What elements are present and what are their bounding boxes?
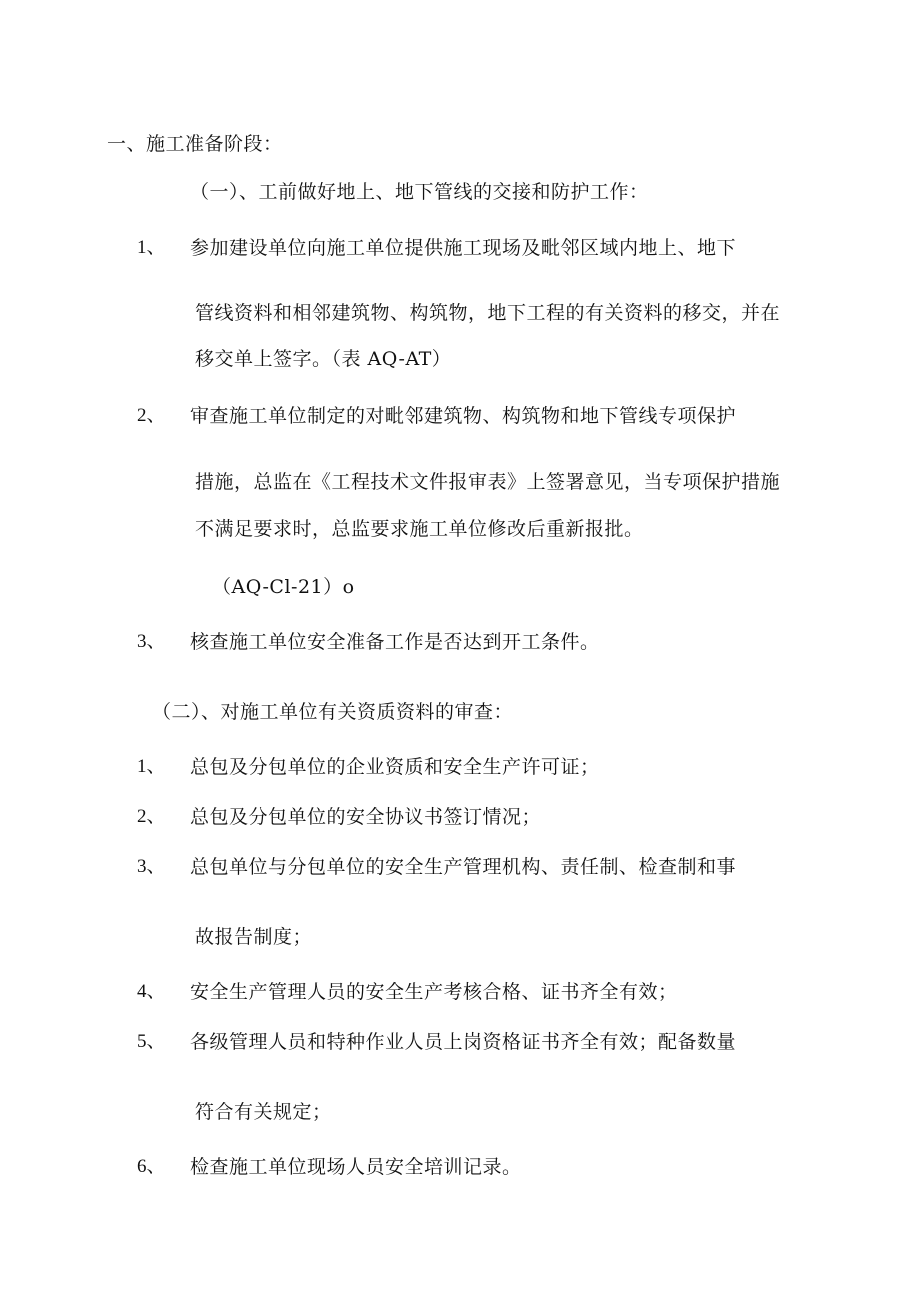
item-number: 6、: [137, 1156, 166, 1177]
item-text-line: 不满足要求时，总监要求施工单位修改后重新报批。: [195, 518, 644, 540]
item-text-line: 审查施工单位制定的对毗邻建筑物、构筑物和地下管线专项保护: [190, 405, 737, 427]
item-text-line: 管线资料和相邻建筑物、构筑物，地下工程的有关资料的移交，并在: [195, 302, 781, 324]
item-text-line: 总包及分包单位的企业资质和安全生产许可证；: [190, 756, 600, 778]
item-text-line: 参加建设单位向施工单位提供施工现场及毗邻区域内地上、地下: [190, 237, 737, 259]
item-text-line: 核查施工单位安全准备工作是否达到开工条件。: [190, 631, 600, 653]
item-text-line: 故报告制度；: [195, 926, 313, 948]
section-heading: 一、施工准备阶段：: [107, 133, 283, 155]
item-number: 1、: [137, 756, 166, 777]
item-text-line: 安全生产管理人员的安全生产考核合格、证书齐全有效；: [190, 981, 678, 1003]
item-text-line: 符合有关规定；: [195, 1101, 332, 1123]
item-number: 5、: [137, 1031, 166, 1052]
item-number: 2、: [137, 405, 166, 426]
item-text-line: 措施，总监在《工程技术文件报审表》上签署意见，当专项保护措施: [195, 471, 781, 493]
subsection-title: （一）、工前做好地上、地下管线的交接和防护工作：: [190, 181, 649, 203]
item-text-line: 检查施工单位现场人员安全培训记录。: [190, 1156, 522, 1178]
item-number: 1、: [137, 237, 166, 258]
item-text-line: （AQ-Cl-21）o: [212, 576, 355, 598]
item-text-line: 总包及分包单位的安全协议书签订情况；: [190, 806, 542, 828]
item-number: 4、: [137, 981, 166, 1002]
item-number: 3、: [137, 856, 166, 877]
item-text-line: 移交单上签字。（表 AQ-AT）: [195, 348, 452, 370]
subsection-title: （二）、对施工单位有关资质资料的审查：: [152, 701, 514, 723]
item-text-line: 各级管理人员和特种作业人员上岗资格证书齐全有效；配备数量: [190, 1031, 737, 1053]
item-number: 3、: [137, 631, 166, 652]
item-text-line: 总包单位与分包单位的安全生产管理机构、责任制、检查制和事: [190, 856, 737, 878]
item-number: 2、: [137, 806, 166, 827]
